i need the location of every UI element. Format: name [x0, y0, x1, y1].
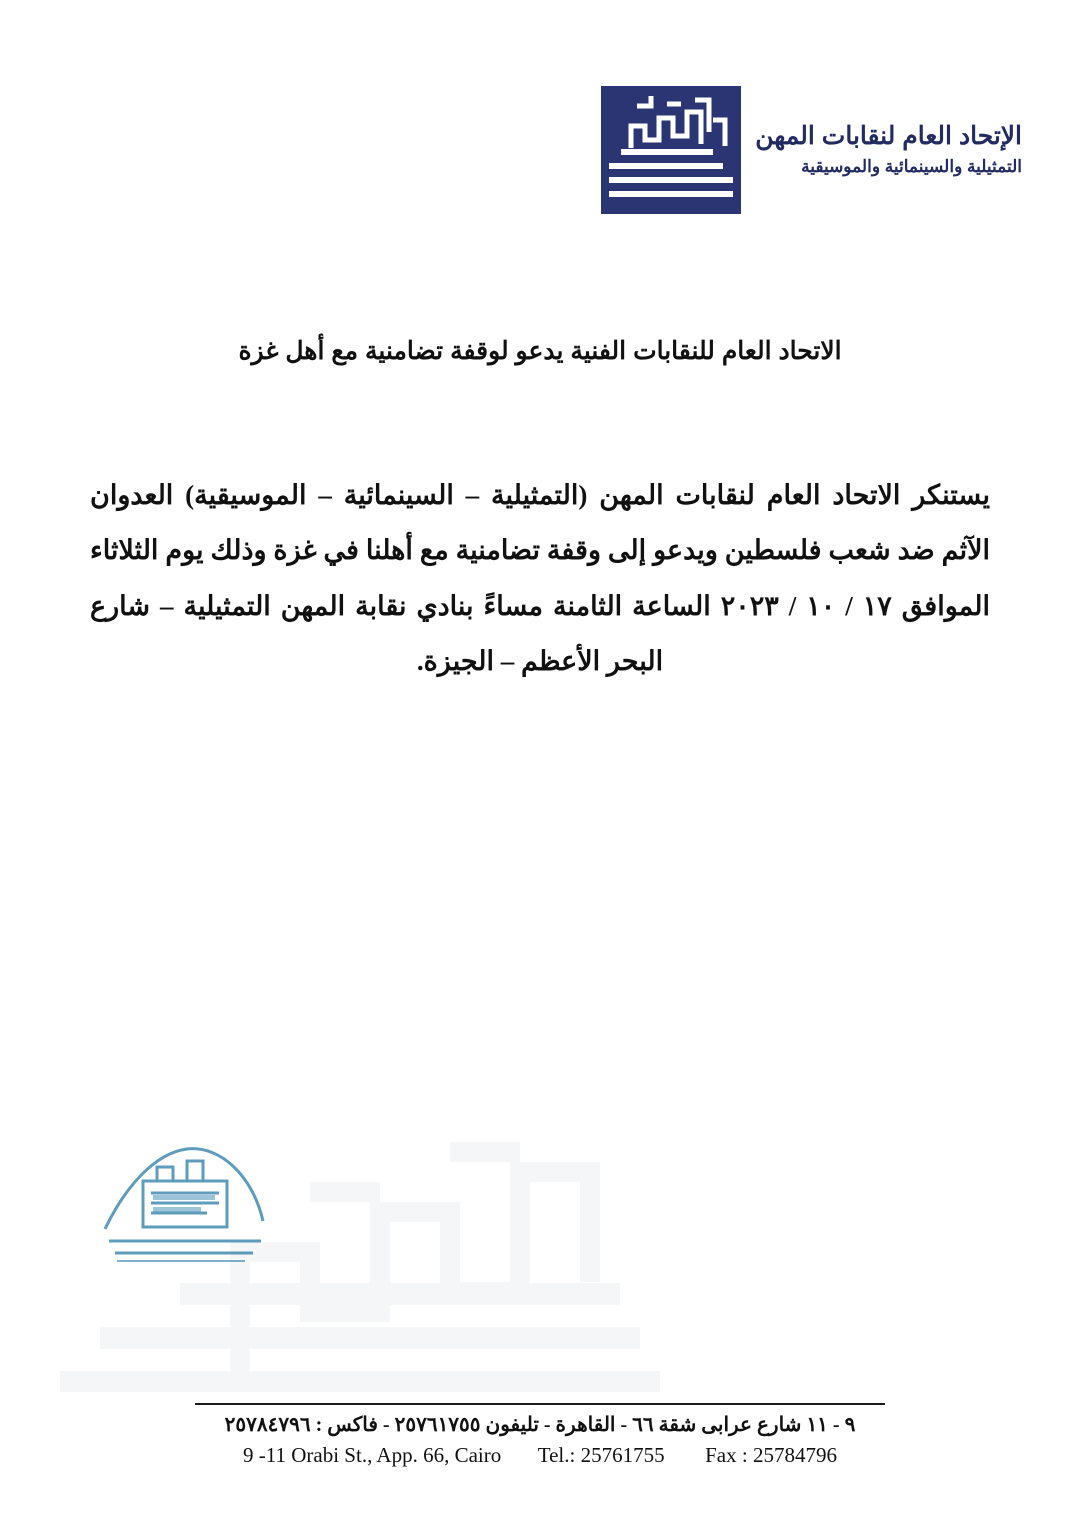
- letterhead-text: [755, 121, 1022, 178]
- footer-divider: [195, 1403, 885, 1405]
- footer-address-arabic: ٩ - ١١ شارع عرابى شقة ٦٦ - القاهرة - تليفون ٢٥٧٦١٧٥٥ - فاكس : ٢٥٧٨٤٧٩٦: [224, 1413, 856, 1436]
- footer-address-en-text: 9 -11 Orabi St., App. 66, Cairo: [243, 1442, 502, 1467]
- organization-subtitle: التمثيلية والسينمائية والموسيقية: [801, 156, 1022, 176]
- footer-address-english: [0, 1441, 1080, 1470]
- footer-telephone: Tel.: 25761755: [537, 1442, 665, 1467]
- page-title: الاتحاد العام للنقابات الفنية يدعو لوقفة تضامنية مع أهل غزة: [238, 337, 842, 365]
- footer-fax: Fax : 25784796: [705, 1442, 837, 1467]
- footer: [0, 1403, 1080, 1470]
- official-stamp-icon: [95, 1137, 275, 1277]
- union-emblem-icon: [601, 86, 741, 214]
- letterhead: [601, 86, 1022, 214]
- document-body-text: يستنكر الاتحاد العام لنقابات المهن (التمثيلية – السينمائية – الموسيقية) العدوان الآثم ضد شعب فلسطين ويدعو إلى وقفة تضامنية مع أهلنا في غزة وذلك يوم الثلاثاء الموافق ١٧ / ١٠ / ٢٠٢٣ الساعة الثامنة مساءً بنادي نقابة المهن التمثيلية – شارع البحر الأعظم – الجيزة.: [90, 480, 990, 677]
- organization-title: الإتحاد العام لنقابات المهن: [755, 122, 1022, 151]
